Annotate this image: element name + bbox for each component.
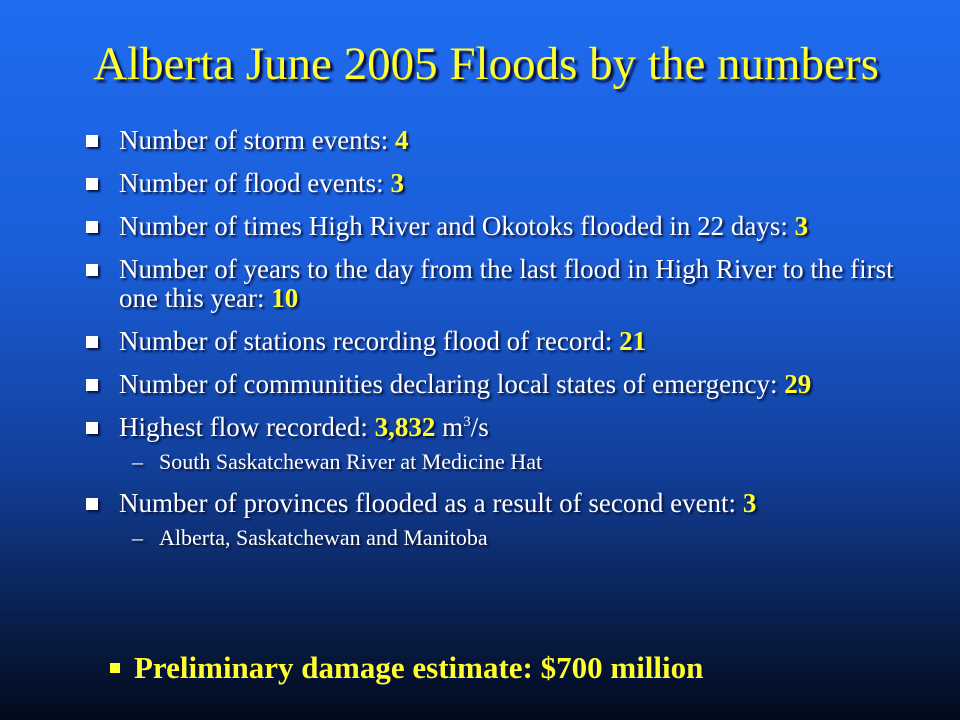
damage-estimate-label: Preliminary damage estimate: [134,650,533,685]
square-bullet-icon [86,498,98,510]
bullet-communities-emergency [84,370,904,399]
bullet-text: Number of stations recording flood of record: [119,326,613,356]
sub-bullet-medicine-hat [84,450,904,474]
flow-unit [442,412,489,442]
bullet-text: Number of storm events: [119,125,389,155]
bullet-value: 4 [394,125,409,155]
bullet-flood-events [84,169,904,198]
bullet-value: 29 [784,369,812,399]
damage-estimate-value: $700 million [540,650,704,685]
sub-bullet-text: South Saskatchewan River at Medicine Hat [159,449,543,474]
bullet-value: 21 [619,326,647,356]
bullet-value: 3 [794,211,809,241]
square-bullet-icon [86,422,98,434]
square-bullet-icon [86,178,98,190]
sub-bullet-text: Alberta, Saskatchewan and Manitoba [159,525,488,550]
sub-bullet-provinces [84,526,904,550]
bullet-value: 3 [742,488,757,518]
bullet-list [84,126,904,565]
square-bullet-icon [86,135,98,147]
square-bullet-icon [86,264,98,276]
bullet-provinces-flooded [84,489,904,518]
square-bullet-icon [86,221,98,233]
bullet-years-since-flood [84,255,904,313]
bullet-text: Highest flow recorded: [119,412,368,442]
bullet-value: 3 [390,168,404,198]
flow-unit-base: m [442,412,464,442]
bullet-text: Number of flood events: [119,168,384,198]
bullet-high-river-floods [84,212,904,241]
bullet-storm-events [84,126,904,155]
square-bullet-icon [86,379,98,391]
bullet-text: Number of times High River and Okotoks flooded in 22 days: [119,211,788,241]
bullet-stations-record [84,327,904,356]
square-bullet-icon [110,663,120,673]
dash-bullet: – [132,525,143,550]
flow-unit-tail: /s [470,412,489,442]
bullet-text: Number of provinces flooded as a result of second event: [119,488,737,518]
slide-title: Alberta June 2005 Floods by the numbers [93,38,879,90]
bullet-highest-flow [84,413,904,442]
square-bullet-icon [86,336,98,348]
bullet-text: Number of communities declaring local states of emergency: [119,369,778,399]
bullet-value: 3,832 [374,412,436,442]
bullet-text: Number of years to the day from the last flood in High River to the first one this year: [119,254,894,313]
flow-unit-exponent: 3 [463,414,471,430]
dash-bullet: – [132,449,143,474]
bullet-value: 10 [271,283,299,313]
damage-estimate [110,650,870,686]
